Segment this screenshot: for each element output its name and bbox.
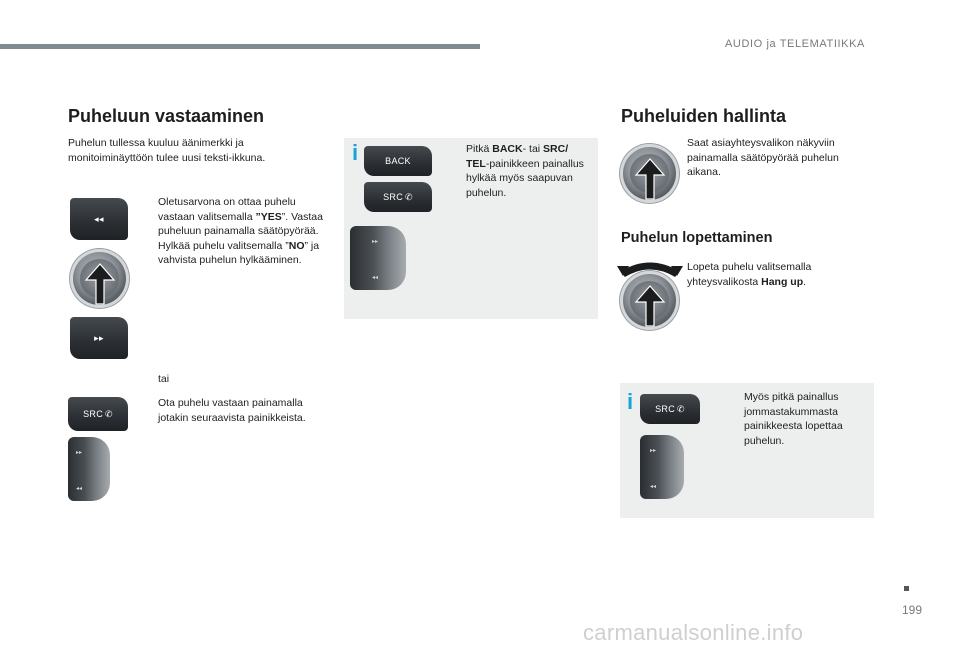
title-answer-call: Puheluun vastaaminen: [68, 106, 265, 126]
watermark: carmanualsonline.info: [583, 620, 804, 645]
rewind-button: [70, 198, 128, 240]
phone-icon: ✆: [405, 191, 413, 202]
section-label: AUDIO ja TELEMATIIKKA: [725, 38, 865, 50]
press-arrow-icon: [83, 262, 117, 306]
phone-icon: ✆: [105, 408, 113, 419]
title-end-call: Puhelun lopettaminen: [621, 230, 773, 246]
default-answer-text: Oletusarvona on ottaa puhelu vastaan valitsemalla ”YES”. Vastaa puheluun painamalla säätöpyörää. Hylkää puhelu valitsemalla ”NO” ja vahvista puhelun hylkääminen.: [158, 196, 323, 266]
steering-stalk: [68, 437, 110, 501]
or-text: tai: [158, 373, 170, 385]
manage-text: Saat asiayhteysvalikon näkyviin painamalla säätöpyörää puhelun aikana.: [687, 137, 839, 178]
rewind-icon: ◂◂: [76, 486, 83, 492]
forward-button: [70, 317, 128, 359]
forward-icon: ▸▸: [94, 332, 104, 343]
page-number: 199: [902, 603, 923, 617]
rewind-icon: ◂◂: [650, 484, 657, 490]
press-arrow-icon: [633, 284, 667, 328]
end-info-text: Myös pitkä painallus jommastakummasta painikkeesta lopettaa puhelun.: [744, 391, 843, 447]
thumbwheel: [623, 274, 676, 327]
info-icon: i: [627, 389, 634, 414]
src-tel-button: SRC ✆: [364, 182, 432, 212]
steering-stalk: [350, 226, 406, 290]
rewind-icon: ◂◂: [94, 213, 104, 224]
src-tel-button: SRC ✆: [68, 397, 128, 431]
info-icon: i: [352, 140, 359, 165]
phone-icon: ✆: [677, 403, 685, 414]
any-button-text: Ota puhelu vastaan painamalla jotakin seuraavista painikkeista.: [158, 397, 306, 424]
top-rule: [0, 44, 480, 49]
thumbwheel: [73, 252, 126, 305]
page-marker: [904, 586, 909, 591]
src-tel-button: SRC ✆: [640, 394, 700, 424]
rewind-icon: ◂◂: [372, 275, 379, 281]
title-call-management: Puheluiden hallinta: [621, 106, 787, 126]
forward-icon: ▸▸: [76, 450, 83, 456]
end-call-text: Lopeta puhelu valitsemalla yhteysvalikosta Hang up.: [687, 261, 812, 288]
forward-icon: ▸▸: [372, 239, 379, 245]
intro-text: Puhelun tullessa kuuluu äänimerkki ja monitoiminäyttöön tulee uusi teksti-ikkuna.: [68, 137, 266, 164]
reject-info-text: Pitkä BACK- tai SRC/ TEL-painikkeen painallus hylkää myös saapuvan puhelun.: [466, 143, 584, 199]
press-arrow-icon: [633, 157, 667, 201]
forward-icon: ▸▸: [650, 448, 657, 454]
steering-stalk: [640, 435, 684, 499]
thumbwheel: [623, 147, 676, 200]
back-button: BACK: [364, 146, 432, 176]
